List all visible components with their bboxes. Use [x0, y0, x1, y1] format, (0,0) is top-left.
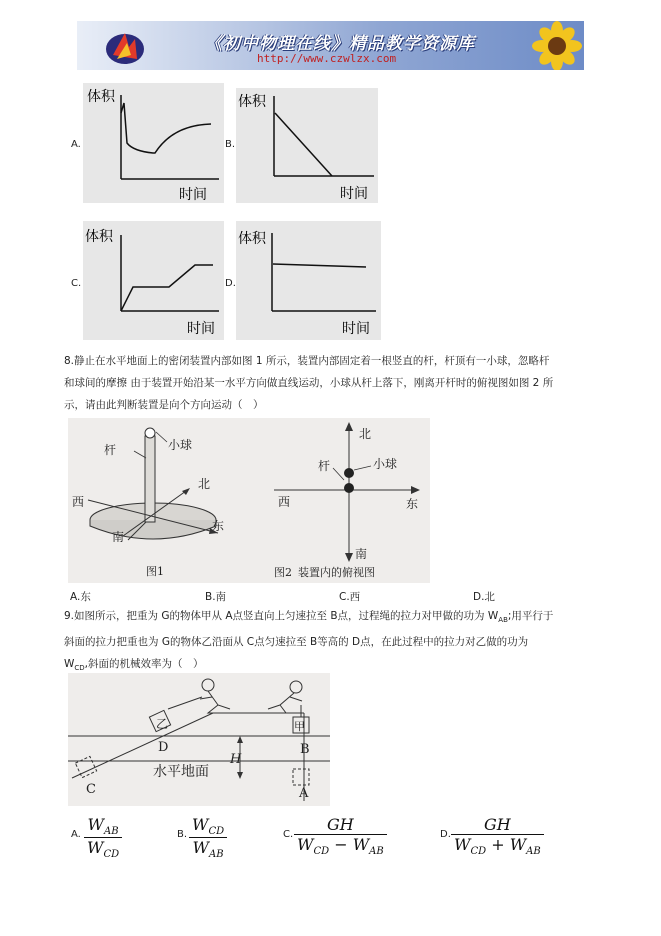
q9-ground-label: 水平地面 — [153, 764, 209, 780]
axis-x-label: 时间 — [342, 321, 370, 337]
sunflower-icon — [517, 21, 584, 70]
axis-y-label: 体积 — [85, 229, 113, 245]
fig1-rod-label: 杆 — [104, 443, 117, 457]
q9-line-3: $W_{CD}$,斜面的机械效率为（ ） — [64, 658, 204, 673]
q8-question — [64, 350, 553, 416]
q9-C-label: C — [86, 782, 96, 797]
axis-y-label: 体积 — [87, 89, 115, 105]
fig2-drawing — [274, 422, 420, 562]
axis-x-label: 时间 — [340, 186, 368, 202]
q9-option-b-formula[interactable]: $W_{CD}$ $W_{AB}$ — [189, 815, 227, 860]
axis-y-label: 体积 — [238, 94, 266, 110]
q9-option-b-label[interactable]: B. — [177, 829, 188, 840]
q9-jia-label: 甲 — [294, 720, 305, 733]
q9-option-a-label[interactable]: A. — [71, 829, 81, 840]
fig2-east-label: 东 — [406, 497, 419, 511]
fig2-rod-label: 杆 — [318, 459, 331, 473]
q7-graph-b[interactable] — [236, 88, 378, 203]
fig2-south-label: 南 — [355, 547, 368, 561]
header-banner — [77, 21, 584, 70]
q8-option-a[interactable]: A.东 — [70, 591, 91, 603]
q8-option-c[interactable]: C.西 — [339, 591, 361, 603]
q9-H-label: H — [230, 752, 242, 767]
fig2-west-label: 西 — [278, 495, 291, 509]
q9-yi-label: 乙 — [156, 717, 169, 731]
fig1-caption: 图1 — [146, 565, 164, 578]
q9-A-label: A — [299, 786, 309, 801]
fig2-ball-label: 小球 — [373, 457, 398, 471]
axis-x-label: 时间 — [179, 187, 207, 203]
q7-option-c-label[interactable]: C. — [71, 278, 82, 289]
q9-option-c-label[interactable]: C. — [283, 829, 294, 840]
q9-option-c-formula[interactable]: GH $W_{CD} - W_{AB}$ — [294, 815, 387, 857]
q8-line-3: 示，请由此判断装置是向个方向运动（ ） — [64, 399, 264, 411]
fig2-north-label: 北 — [359, 427, 372, 441]
q7-option-d-label[interactable]: D. — [225, 278, 236, 289]
header-url[interactable]: http://www.czwlzx.com — [257, 52, 397, 65]
q9-line-2: 斜面的拉力把重也为 G的物体乙沿面从 C点匀速拉至 B等高的 D点，在此过程中的拉力对乙做的功为 — [64, 636, 529, 649]
q9-option-d-label[interactable]: D. — [440, 829, 451, 840]
q9-line-1: 9.如图所示，把重为 G的物体甲从 A点竖直向上匀速拉至 B点，过程绳的拉力对甲做的功为 $W_{AB}$;用平行于 — [64, 610, 554, 625]
q7-graph-a[interactable] — [83, 83, 224, 203]
axis-x-label: 时间 — [187, 321, 215, 337]
q9-question — [64, 605, 553, 679]
fig1-east-label: 东 — [212, 519, 225, 533]
q9-figure — [68, 673, 330, 806]
q8-figure — [68, 418, 430, 583]
q8-option-d[interactable]: D.北 — [473, 591, 495, 603]
fig1-ball-label: 小球 — [168, 438, 193, 452]
q9-B-label: B — [300, 742, 310, 757]
q8-line-1: 8.静止在水平地面上的密闭装置内部如图 1 所示，装置内部固定着一根竖直的杆，杆顶有一小球，忽略杆 — [64, 355, 550, 367]
fig1-west-label: 西 — [72, 495, 85, 509]
q9-option-d-formula[interactable]: GH $W_{CD} + W_{AB}$ — [451, 815, 544, 857]
fig1-north-label: 北 — [198, 477, 211, 491]
q7-graph-c[interactable] — [83, 221, 224, 340]
q9-D-label: D — [158, 740, 169, 755]
logo-icon — [103, 25, 147, 67]
q9-drawing — [68, 679, 330, 801]
q8-option-b[interactable]: B.南 — [205, 591, 227, 603]
q7-graph-d[interactable] — [236, 221, 381, 340]
fig2-caption: 图2 — [274, 566, 292, 579]
fig2-subcaption: 装置内的俯视图 — [298, 566, 375, 579]
q7-option-a-label[interactable]: A. — [71, 139, 81, 150]
header-title: 《初中物理在线》精品教学资源库 — [205, 34, 475, 54]
axis-y-label: 体积 — [238, 231, 266, 247]
fig1-south-label: 南 — [112, 530, 125, 544]
q7-option-b-label[interactable]: B. — [225, 139, 236, 150]
q8-line-2: 和球间的摩擦 由于装置开始沿某一水平方向做直线运动，小球从杆上落下，刚离开杆时的俯视图如图 2 所 — [64, 377, 554, 389]
q9-option-a-formula[interactable]: $W_{AB}$ $W_{CD}$ — [84, 815, 122, 860]
